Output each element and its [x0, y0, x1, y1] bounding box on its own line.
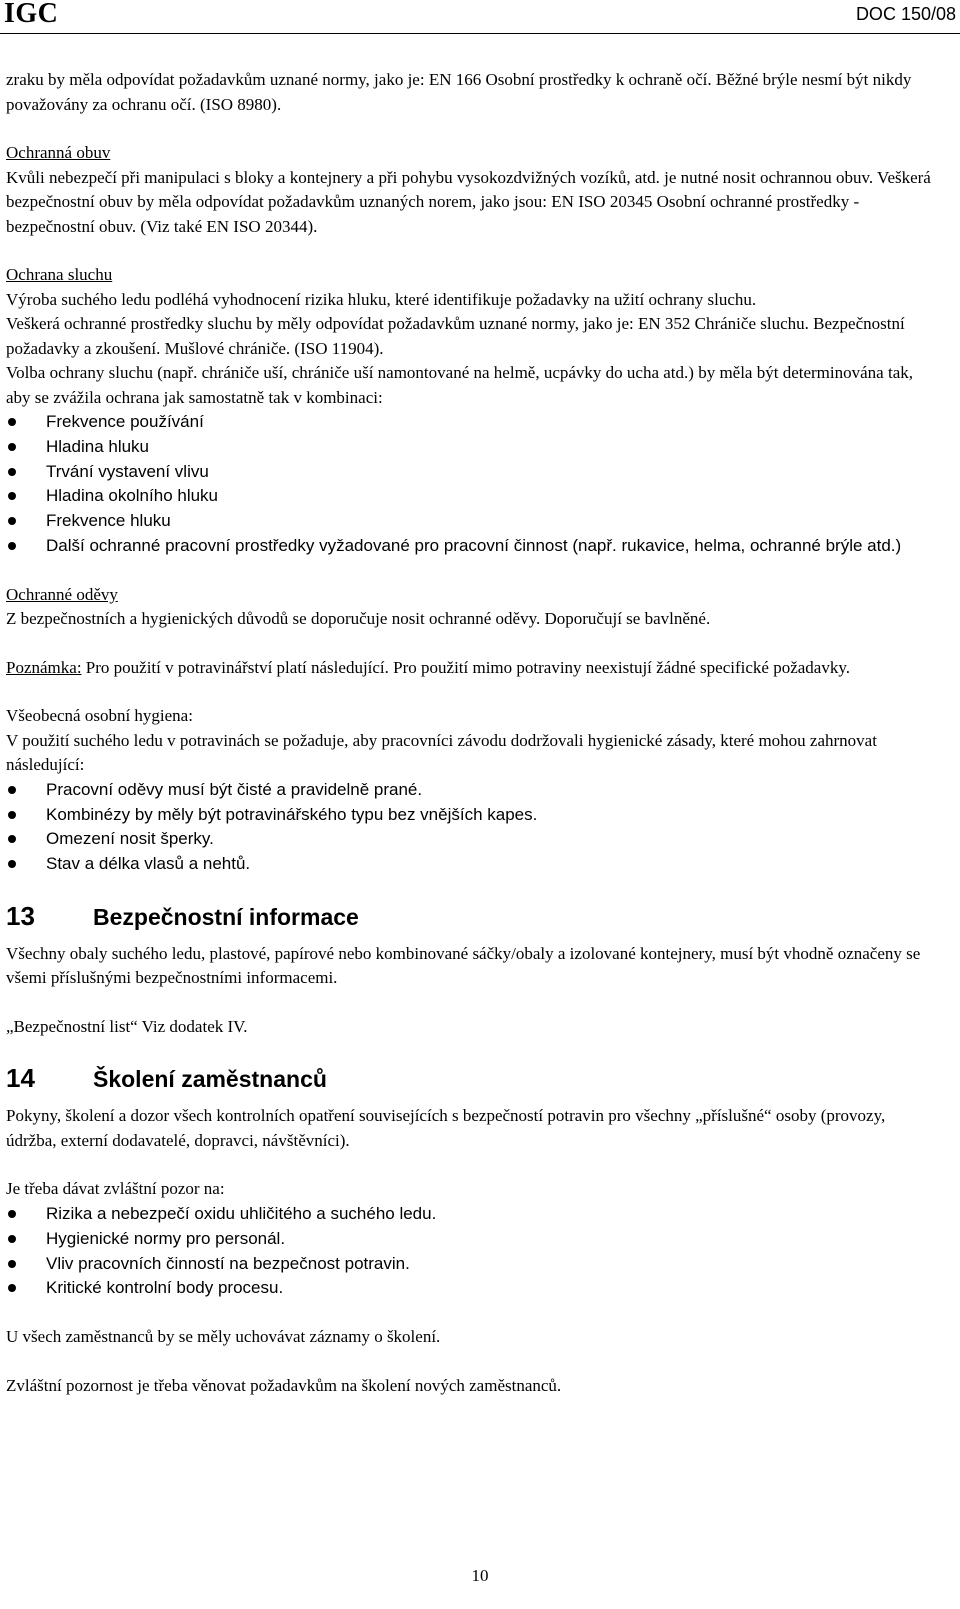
- bullet-icon: [8, 1210, 16, 1218]
- section-14-heading: [6, 1063, 936, 1094]
- hygiene-list: [6, 778, 936, 877]
- clothing-paragraph: Z bezpečnostních a hygienických důvodů se doporučuje nosit ochranné oděvy. Doporučují se bavlněné.: [6, 609, 711, 629]
- safety-sheet-reference: „Bezpečnostní list“ Viz dodatek IV.: [6, 1016, 248, 1036]
- hearing-paragraph-2: Veškerá ochranné prostředky sluchu by měly odpovídat požadavkům uznané normy, jako je: EN 352 Chrániče sluchu. Bezpečnostní požadavky a zkoušení. Mušlové chrániče. (ISO 11904).: [6, 314, 905, 358]
- training-focus-list: [6, 1202, 936, 1301]
- page-number: 10: [471, 1566, 489, 1585]
- new-employee-paragraph: Zvláštní pozornost je třeba věnovat požadavkům na školení nových zaměstnanců.: [6, 1375, 562, 1395]
- list-item: Hladina hluku: [6, 435, 936, 460]
- note-text: Pro použití v potravinářství platí následující. Pro použití mimo potraviny neexistují žádné specifické požadavky.: [81, 657, 850, 677]
- bullet-icon: [8, 542, 16, 550]
- document-body: [6, 68, 936, 1398]
- note-label: Poznámka:: [6, 657, 82, 677]
- section-14-paragraph: Pokyny, školení a dozor všech kontrolních opatření souvisejících s bezpečností potravin pro všechny „příslušné“ osoby (provozy, údržba, externí dodavatelé, dopravci, návštěvníci).: [6, 1106, 886, 1150]
- hygiene-paragraph: V použití suchého ledu v potravinách se požaduje, aby pracovníci závodu dodržovali hygienické zásady, které mohou zahrnovat následující:: [6, 730, 877, 775]
- list-item: Kritické kontrolní body procesu.: [6, 1276, 936, 1301]
- header-rule: [0, 33, 960, 34]
- section-13-paragraph: Všechny obaly suchého ledu, plastové, papírové nebo kombinované sáčky/obaly a izolované kontejnery, musí být vhodně označeny se všemi příslušnými bezpečnostními informacemi.: [6, 943, 921, 988]
- list-item: Frekvence hluku: [6, 509, 936, 534]
- list-item: Pracovní oděvy musí být čisté a pravidelně prané.: [6, 778, 936, 803]
- bullet-icon: [8, 492, 16, 500]
- bullet-icon: [8, 418, 16, 426]
- section-title: Školení zaměstnanců: [93, 1066, 327, 1093]
- bullet-icon: [8, 443, 16, 451]
- bullet-icon: [8, 468, 16, 476]
- note-paragraph: [6, 656, 936, 681]
- bullet-icon: [8, 517, 16, 525]
- list-item: Hygienické normy pro personál.: [6, 1227, 936, 1252]
- eye-protection-paragraph: zraku by měla odpovídat požadavkům uznané normy, jako je: EN 166 Osobní prostředky k ochraně očí. Běžné brýle nesmí být nikdy považovány za ochranu očí. (ISO 8980).: [6, 70, 912, 114]
- list-item: Vliv pracovních činností na bezpečnost potravin.: [6, 1252, 936, 1277]
- list-item: Stav a délka vlasů a nehtů.: [6, 852, 936, 877]
- footwear-heading: Ochranná obuv: [6, 143, 111, 162]
- training-records-paragraph: U všech zaměstnanců by se měly uchovávat záznamy o školení.: [6, 1327, 441, 1347]
- section-number: 14: [6, 1063, 35, 1094]
- list-item: Frekvence používání: [6, 410, 936, 435]
- list-item: Rizika a nebezpečí oxidu uhličitého a suchého ledu.: [6, 1202, 936, 1227]
- bullet-icon: [8, 860, 16, 868]
- bullet-icon: [8, 786, 16, 794]
- list-item: Další ochranné pracovní prostředky vyžadované pro pracovní činnost (např. rukavice, helma, ochranné brýle atd.): [6, 534, 936, 559]
- list-item: Kombinézy by měly být potravinářského typu bez vnějších kapes.: [6, 803, 936, 828]
- footwear-paragraph: Kvůli nebezpečí při manipulaci s bloky a kontejnery a při pohybu vysokozdvižných vozíků, atd. je nutné nosit ochrannou obuv. Veškerá bezpečnostní obuv by měla odpovídat požadavkům uznaných norem, jako jsou: EN ISO 20345 Osobní ochranné prostředky - bezpečnostní obuv. (Viz také EN ISO 20344).: [6, 167, 931, 236]
- section-title: Bezpečnostní informace: [93, 903, 359, 930]
- hearing-factors-list: [6, 410, 936, 559]
- bullet-icon: [8, 811, 16, 819]
- clothing-heading: Ochranné oděvy: [6, 584, 118, 604]
- hygiene-heading: Všeobecná osobní hygiena:: [6, 706, 193, 726]
- bullet-icon: [8, 1260, 16, 1268]
- bullet-icon: [8, 1284, 16, 1292]
- list-item: Hladina okolního hluku: [6, 484, 936, 509]
- bullet-icon: [8, 835, 16, 843]
- section-14-intro: Je třeba dávat zvláštní pozor na:: [6, 1179, 225, 1199]
- hearing-heading: Ochrana sluchu: [6, 265, 113, 284]
- section-13-heading: [6, 901, 936, 932]
- header-logo: IGC: [4, 0, 59, 29]
- header-doc-code: DOC 150/08: [855, 4, 956, 24]
- list-item: Trvání vystavení vlivu: [6, 460, 936, 485]
- hearing-paragraph-1: Výroba suchého ledu podléhá vyhodnocení rizika hluku, které identifikuje požadavky na užití ochrany sluchu.: [6, 289, 757, 309]
- list-item: Omezení nosit šperky.: [6, 827, 936, 852]
- section-number: 13: [6, 900, 35, 931]
- hearing-paragraph-3: Volba ochrany sluchu (např. chrániče uší, chrániče uší namontované na helmě, ucpávky do ucha atd.) by měla být determinována tak, aby se zvážila ochrana jak samostatně tak v kombinaci:: [6, 363, 913, 407]
- bullet-icon: [8, 1235, 16, 1243]
